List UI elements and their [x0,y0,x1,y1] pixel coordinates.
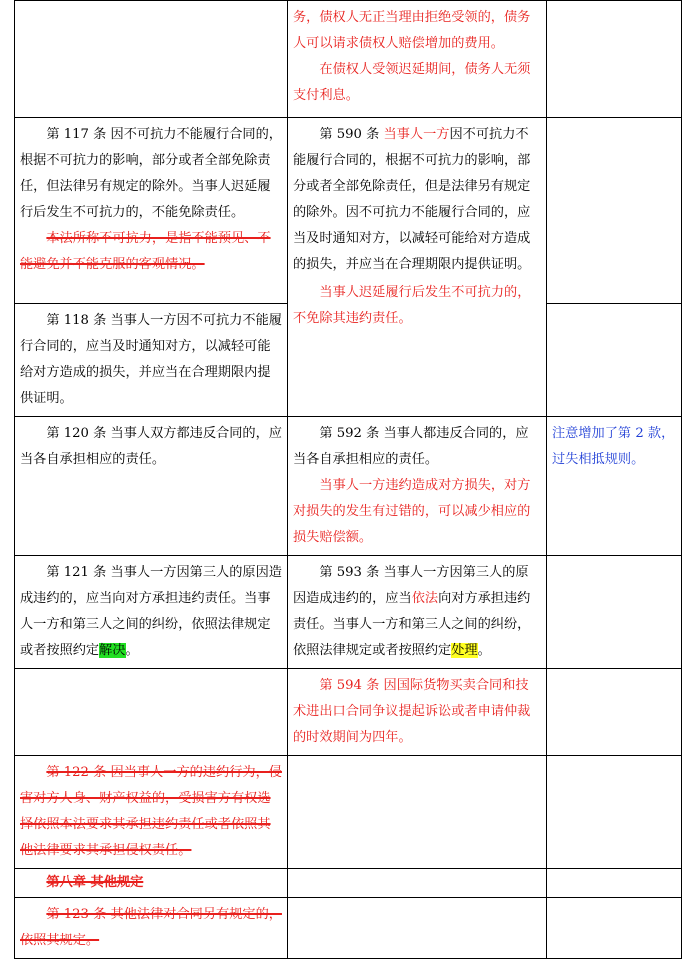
added-paragraph: 当事人一方违约造成对方损失，对方对损失的发生有过错的，可以减少相应的损失赔偿额。 [293,478,531,545]
new-law-cell [288,869,547,898]
table-row [15,118,682,304]
comparison-table [14,0,682,959]
deleted-article-122: 第 122 条 因当事人一方的违约行为，侵害对方人身、财产权益的，受损害方有权选择依照本法要求其承担违约责任或者依照其他法律要求其承担侵权责任。 [20,765,282,858]
new-law-cell [288,1,547,118]
note-cell [547,756,682,869]
note-text: 注意增加了第 2 款，过失相抵规则。 [552,426,675,467]
chapter-heading: 第八章 其他规定 [46,875,144,890]
table-row [15,669,682,756]
table-row [15,898,682,959]
note-cell [547,118,682,304]
old-law-cell [15,417,288,556]
note-cell [547,304,682,417]
old-law-cell [15,1,288,118]
new-law-cell [288,417,547,556]
note-cell [547,669,682,756]
article-594: 第 594 条 因国际货物买卖合同和技术进出口合同争议提起诉讼或者申请仲裁的时效期间为四年。 [293,678,531,745]
article-117: 第 117 条 因不可抗力不能履行合同的，根据不可抗力的影响，部分或者全部免除责任，但法律另有规定的除外。当事人迟延履行后发生不可抗力的，不能免除责任。 [20,127,282,220]
article-text: 在债权人受领迟延期间，债务人无须支付利息。 [293,62,531,103]
deleted-text: 本法所称不可抗力，是指不能预见、不能避免并不能克服的客观情况。 [20,231,271,272]
table-row [15,417,682,556]
note-cell [547,556,682,669]
added-text: 依法 [411,591,439,606]
note-cell [547,417,682,556]
old-law-cell [15,669,288,756]
highlighted-text: 处理 [451,643,478,658]
highlighted-text: 解决 [99,643,126,658]
note-cell [547,869,682,898]
article-text: 第 121 条 当事人一方因第三人的原因造成违约的，应当向对方承担违约责任。当事人一方和第三人之间的纠纷，依照法律规定或者按照约定 [20,565,282,658]
article-120: 第 120 条 当事人双方都违反合同的，应当各自承担相应的责任。 [20,426,282,467]
article-text: 第 593 条 当事人一方因第三人的原因造成违约的，应当 [293,565,529,606]
deleted-article-123: 第 123 条 其他法律对合同另有规定的，依照其规定。 [20,907,282,948]
article-text: 向对方承担违约责任。当事人一方和第三人之间的纠纷，依照法律规定或者按照约定 [293,591,531,658]
article-590 [293,122,541,278]
article-593 [293,560,541,664]
article-number: 第 590 条 [319,127,384,142]
article-text: 。 [125,643,139,658]
old-law-cell [15,898,288,959]
table-row [15,556,682,669]
new-law-cell [288,898,547,959]
article-text: 。 [477,643,491,658]
added-paragraph: 当事人迟延履行后发生不可抗力的，不免除其违约责任。 [293,285,531,326]
old-law-cell [15,756,288,869]
new-law-cell [288,556,547,669]
note-cell [547,898,682,959]
new-law-cell [288,756,547,869]
new-law-cell [288,118,547,417]
article-592: 第 592 条 当事人都违反合同的，应当各自承担相应的责任。 [293,426,529,467]
article-121 [20,560,282,664]
note-cell [547,1,682,118]
old-law-cell [15,304,288,417]
table-row [15,756,682,869]
article-text: 务，债权人无正当理由拒绝受领的，债务人可以请求债权人赔偿增加的费用。 [293,10,531,51]
old-law-cell [15,869,288,898]
new-law-cell [288,669,547,756]
old-law-cell [15,118,288,304]
table-row [15,1,682,118]
article-118: 第 118 条 当事人一方因不可抗力不能履行合同的，应当及时通知对方，以减轻可能给对方造成的损失，并应当在合理期限内提供证明。 [20,313,282,406]
table-row [15,869,682,898]
article-text: 因不可抗力不能履行合同的，根据不可抗力的影响，部分或者全部免除责任，但是法律另有规定的除外。因不可抗力不能履行合同的，应当及时通知对方，以减轻可能给对方造成的损失，并应当在合理期限内提供证明。 [293,127,531,272]
added-text: 当事人一方 [383,127,450,142]
old-law-cell [15,556,288,669]
